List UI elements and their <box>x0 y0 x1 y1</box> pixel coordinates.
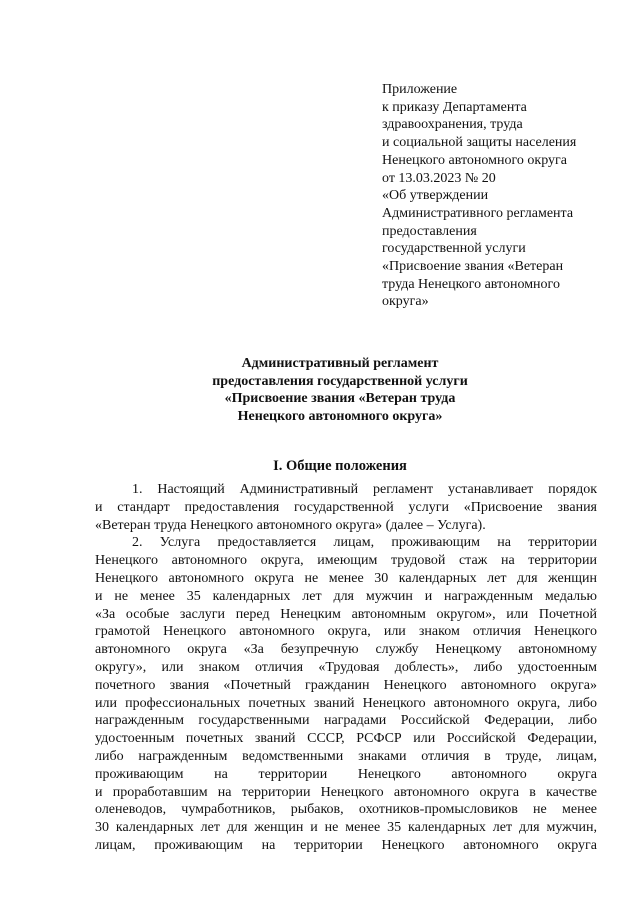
body-line: автономного округа «За безупречную службу Ненецкому автономному <box>95 642 597 658</box>
body-line: округу», или знаком отличия «Трудовая доблесть», либо удостоенным <box>95 659 597 675</box>
appendix-line: здравоохранения, труда <box>382 117 523 133</box>
appendix-line: труда Ненецкого автономного <box>382 276 560 292</box>
body-line: проживающим на территории Ненецкого автономного округа <box>95 766 597 782</box>
appendix-block <box>382 81 622 311</box>
body-line: 30 календарных лет для женщин и не менее 35 календарных лет для мужчин, <box>95 820 597 836</box>
appendix-line: и социальной защиты населения <box>382 135 577 151</box>
body-line: «За особые заслуги перед Ненецким автономным округом», или Почетной <box>95 606 597 622</box>
body-line: оленеводов, чумработников, рыбаков, охотников-промысловиков не менее <box>95 802 597 818</box>
appendix-line: Ненецкого автономного округа <box>382 152 567 168</box>
body-line: 1. Настоящий Административный регламент устанавливает порядок <box>132 482 597 497</box>
title-line: «Присвоение звания «Ветеран труда <box>224 391 456 407</box>
appendix-line: от 13.03.2023 № 20 <box>382 170 496 186</box>
body-line: лицам, проживающим на территории Ненецкого автономного округа <box>95 837 597 853</box>
appendix-line: «Об утверждении <box>382 188 489 204</box>
title-line: Ненецкого автономного округа» <box>237 409 443 425</box>
appendix-line: Административного регламента <box>382 205 574 221</box>
title-line: предоставления государственной услуги <box>212 373 468 389</box>
body-line: «Ветеран труда Ненецкого автономного округа» (далее – Услуга). <box>95 517 486 533</box>
appendix-line: предоставления <box>382 223 477 239</box>
title-line: Административный регламент <box>241 356 439 371</box>
appendix-line: Приложение <box>382 82 458 97</box>
body-line: и не менее 35 календарных лет для мужчин и награжденным медалью <box>95 588 597 604</box>
appendix-line: «Присвоение звания «Ветеран <box>382 259 564 275</box>
body-line: или профессиональных почетных званий Ненецкого автономного округа, либо <box>95 695 597 711</box>
body-text <box>95 481 597 855</box>
body-line: удостоенным почетных званий СССР, РСФСР или Российской Федерации, <box>95 731 597 747</box>
body-line: Ненецкого автономного округа, имеющим трудовой стаж на территории <box>95 553 597 569</box>
body-line: либо награжденным ведомственными знаками отличия в труде, лицам, <box>95 748 597 764</box>
body-line: 2. Услуга предоставляется лицам, проживающим на территории <box>132 535 597 551</box>
section-heading: I. Общие положения <box>273 458 407 474</box>
document-title <box>60 355 620 426</box>
body-line: почетного звания «Почетный гражданин Ненецкого автономного округа» <box>95 677 597 693</box>
body-line: грамотой Ненецкого автономного округа, или знаком отличия Ненецкого <box>95 624 597 640</box>
body-line: награжденным государственными наградами Российской Федерации, либо <box>95 713 597 729</box>
appendix-line: округа» <box>382 294 429 310</box>
appendix-line: к приказу Департамента <box>382 99 527 115</box>
appendix-line: государственной услуги <box>382 241 526 257</box>
body-line: Ненецкого автономного округа не менее 30 календарных лет для женщин <box>95 570 597 586</box>
body-line: и стандарт предоставления государственной услуги «Присвоение звания <box>95 499 597 515</box>
body-line: и проработавшим на территории Ненецкого автономного округа в качестве <box>95 784 597 800</box>
